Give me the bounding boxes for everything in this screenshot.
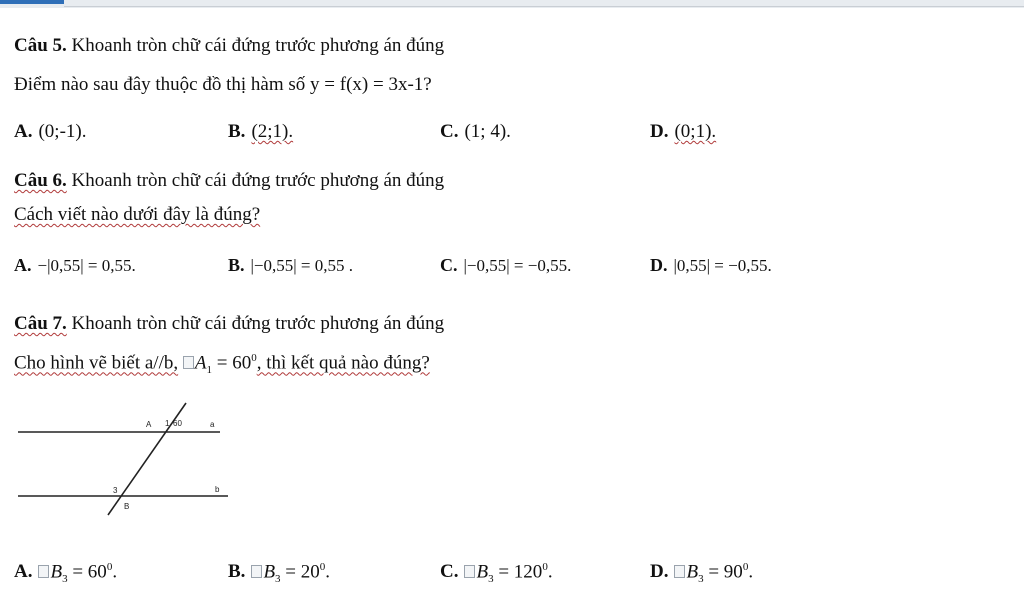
- option-sup: 0: [319, 561, 326, 573]
- option-sup: 0: [106, 561, 113, 573]
- equation-placeholder-icon: [183, 356, 194, 369]
- equation-placeholder-icon: [38, 565, 49, 578]
- q6-title-text: Khoanh tròn chữ cái đứng trước phương án đúng: [66, 170, 445, 191]
- option-label: C.: [440, 255, 458, 275]
- q6-option-a[interactable]: [14, 255, 136, 276]
- option-label: B.: [228, 255, 245, 275]
- parallel-lines-figure: [18, 395, 238, 520]
- label-a: a: [210, 420, 215, 429]
- q6-question: Cách viết nào dưới đây là đúng?: [14, 204, 261, 225]
- option-text: −|0,55| = 0,55.: [37, 256, 136, 275]
- q7-question-start: Cho hình vẽ biết a//b,: [14, 352, 179, 374]
- option-sup: 0: [742, 561, 749, 573]
- option-text: |−0,55| = 0,55 .: [250, 256, 353, 275]
- option-label: C.: [440, 121, 459, 142]
- q7-angle-eq: = 60: [211, 352, 252, 374]
- option-var: B: [476, 561, 489, 583]
- q5-option-b[interactable]: [228, 121, 293, 143]
- equation-placeholder-icon: [251, 565, 262, 578]
- equation-placeholder-icon: [464, 565, 475, 578]
- option-label: D.: [650, 255, 668, 275]
- label-b: b: [215, 485, 220, 494]
- label-3: 3: [113, 486, 118, 495]
- option-sub: 3: [275, 573, 281, 586]
- option-end: .: [748, 561, 754, 583]
- q6-title-number: Câu 6.: [14, 170, 67, 191]
- q7-option-a[interactable]: [14, 561, 117, 585]
- q7-title: [14, 313, 444, 335]
- option-text: (0;-1).: [38, 121, 87, 142]
- option-label: A.: [14, 255, 32, 275]
- q7-option-b[interactable]: [228, 561, 330, 585]
- option-var: B: [686, 561, 699, 583]
- option-var: B: [50, 561, 63, 583]
- option-label: B.: [228, 121, 246, 142]
- option-text: (0;1).: [674, 121, 717, 142]
- option-text: |−0,55| = −0,55.: [463, 256, 572, 275]
- q7-title-text: Khoanh tròn chữ cái đứng trước phương án đúng: [66, 313, 445, 334]
- q6-option-b[interactable]: [228, 255, 353, 276]
- q7-question: [14, 352, 430, 376]
- option-label: A.: [14, 561, 33, 583]
- q5-title: [14, 35, 444, 57]
- option-sub: 3: [698, 573, 704, 586]
- option-var: B: [263, 561, 276, 583]
- option-eq: = 90: [703, 561, 743, 583]
- equation-placeholder-icon: [674, 565, 685, 578]
- option-eq: = 20: [280, 561, 320, 583]
- label-A: A: [146, 420, 152, 429]
- option-eq: = 60: [67, 561, 107, 583]
- label-angle-60: 60: [173, 419, 182, 428]
- q7-title-number: Câu 7.: [14, 313, 67, 334]
- q5-title-number: Câu 5.: [14, 35, 67, 56]
- option-eq: = 120: [493, 561, 543, 583]
- option-end: .: [112, 561, 118, 583]
- top-toolbar-edge: [0, 0, 1024, 8]
- option-sub: 3: [62, 573, 68, 586]
- q7-angle-sub: 1: [206, 364, 212, 377]
- option-text: (1; 4).: [464, 121, 511, 142]
- label-1: 1: [165, 419, 170, 428]
- option-label: B.: [228, 561, 246, 583]
- q5-option-c[interactable]: [440, 121, 511, 143]
- option-label: D.: [650, 121, 669, 142]
- q5-question: Điểm nào sau đây thuộc đồ thị hàm số y = f(x) = 3x-1?: [14, 74, 432, 95]
- option-end: .: [547, 561, 553, 583]
- q5-option-d[interactable]: [650, 121, 716, 143]
- q7-option-c[interactable]: [440, 561, 553, 585]
- toolbar-divider: [64, 6, 1024, 7]
- q7-angle-var: A: [194, 352, 207, 374]
- label-B: B: [124, 502, 130, 511]
- option-label: A.: [14, 121, 33, 142]
- q7-angle-sup: 0: [251, 352, 257, 364]
- q5-title-text: Khoanh tròn chữ cái đứng trước phương án đúng: [66, 35, 445, 56]
- toolbar-accent: [0, 0, 64, 4]
- q7-option-d[interactable]: [650, 561, 753, 585]
- q6-option-c[interactable]: [440, 255, 571, 276]
- q6-option-d[interactable]: [650, 255, 772, 276]
- option-text: (2;1).: [251, 121, 294, 142]
- option-label: C.: [440, 561, 459, 583]
- option-sup: 0: [542, 561, 548, 573]
- option-label: D.: [650, 561, 669, 583]
- option-sub: 3: [488, 573, 494, 586]
- q6-title: [14, 170, 444, 192]
- option-text: |0,55| = −0,55.: [673, 256, 772, 275]
- q5-option-a[interactable]: [14, 121, 87, 143]
- figure-svg: [18, 395, 238, 520]
- option-end: .: [325, 561, 331, 583]
- q7-question-end: , thì kết quả nào đúng?: [256, 352, 430, 374]
